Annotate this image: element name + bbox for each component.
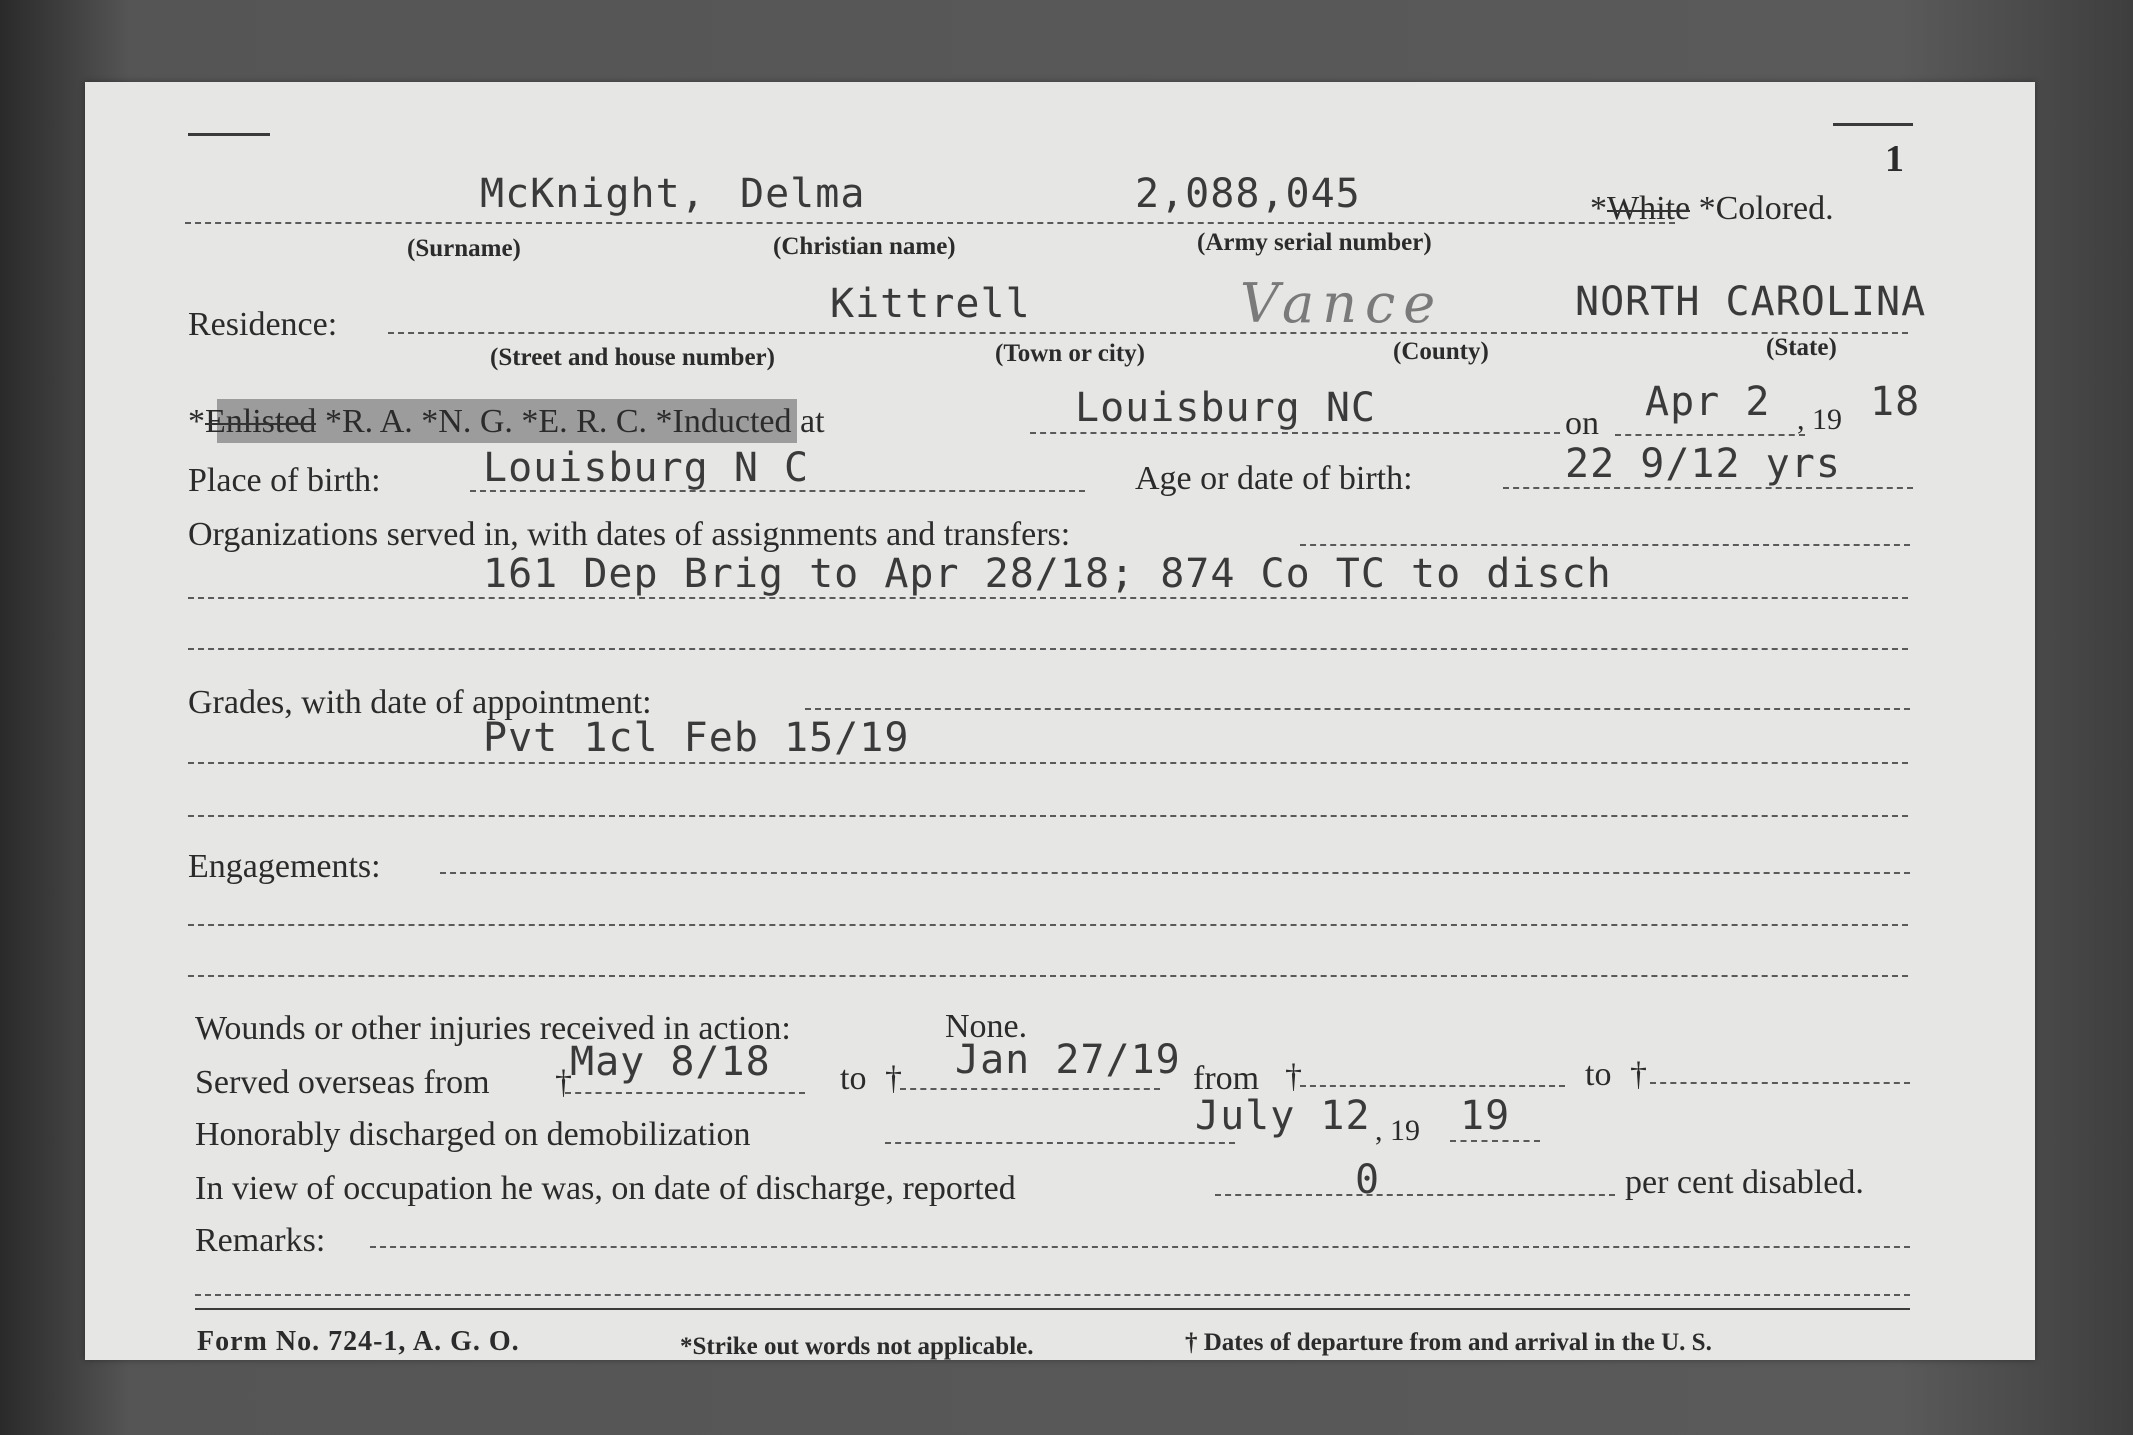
induction-date-line — [1615, 434, 1805, 436]
residence-county-value: Vance — [1240, 272, 1444, 335]
overseas-from-line — [565, 1092, 805, 1094]
army-serial-value: 2,088,045 — [1135, 171, 1361, 217]
overseas-to-label: to — [840, 1060, 867, 1097]
grades-line-1 — [188, 762, 1908, 764]
induction-year-value: 18 — [1870, 379, 1921, 425]
induction-on-label: on — [1565, 405, 1599, 442]
christian-name-value: Delma — [740, 171, 866, 217]
organizations-line-0 — [1300, 544, 1910, 546]
overseas-dagger: † — [1285, 1058, 1302, 1095]
discharge-year-value: 19 — [1460, 1093, 1511, 1139]
disability-label: In view of occupation he was, on date of discharge, reported — [195, 1170, 1016, 1207]
county-caption: (County) — [1393, 338, 1489, 365]
street-caption: (Street and house number) — [490, 344, 775, 371]
star-mark: * — [324, 403, 342, 440]
overseas-dagger: † — [885, 1060, 902, 1097]
overseas-dagger: † — [555, 1064, 572, 1101]
place-of-birth-value: Louisburg N C — [483, 445, 810, 491]
residence-town-value: Kittrell — [830, 281, 1031, 327]
race-white-star: * — [1590, 190, 1607, 227]
remarks-label: Remarks: — [195, 1222, 326, 1259]
residence-label: Residence: — [188, 306, 338, 343]
ra-option: R. A. — [341, 403, 413, 440]
engagements-line-1 — [188, 924, 1908, 926]
discharge-year-prefix: , 19 — [1375, 1114, 1420, 1147]
form-number: Form No. 724-1, A. G. O. — [197, 1326, 520, 1357]
induction-place-value: Louisburg NC — [1075, 385, 1376, 431]
overseas-to-line — [900, 1088, 1160, 1090]
induction-year-prefix: , 19 — [1797, 403, 1842, 436]
remarks-bottom-rule — [195, 1308, 1910, 1310]
top-left-rule — [188, 133, 270, 136]
residence-line — [388, 332, 1908, 334]
erc-option: E. R. C. — [538, 403, 648, 440]
organizations-value: 161 Dep Brig to Apr 28/18; 874 Co TC to disch — [483, 551, 1612, 597]
residence-state-value: NORTH CAROLINA — [1575, 279, 1927, 325]
enlisted-option: Enlisted — [205, 403, 317, 440]
star-mark: * — [521, 403, 539, 440]
grades-line-0 — [805, 708, 1910, 710]
surname-value: McKnight, — [480, 171, 706, 217]
surname-caption: (Surname) — [407, 235, 521, 262]
town-caption: (Town or city) — [995, 340, 1145, 367]
wounds-value: None. — [945, 1008, 1028, 1045]
organizations-line-2 — [188, 648, 1908, 650]
star-mark: * — [188, 403, 205, 440]
race-options — [1590, 192, 1834, 226]
disability-line — [1215, 1194, 1615, 1196]
army-serial-caption: (Army serial number) — [1197, 229, 1432, 256]
overseas-label: Served overseas from — [195, 1064, 490, 1101]
engagements-label: Engagements: — [188, 848, 381, 885]
discharge-year-line — [1450, 1140, 1540, 1142]
induction-place-line — [1030, 432, 1560, 434]
top-right-rule — [1833, 123, 1913, 126]
age-line — [1503, 487, 1913, 489]
wounds-label: Wounds or other injuries received in action: — [195, 1010, 791, 1047]
place-of-birth-label: Place of birth: — [188, 462, 381, 499]
service-record-card — [85, 82, 2035, 1360]
discharge-label: Honorably discharged on demobilization — [195, 1116, 751, 1153]
organizations-label: Organizations served in, with dates of assignments and transfers: — [188, 516, 1071, 553]
race-colored-option: Colored. — [1715, 190, 1834, 227]
organizations-line-1 — [188, 597, 1908, 599]
overseas-to2-line — [1650, 1082, 1910, 1084]
star-mark: * — [421, 403, 439, 440]
star-mark: * — [655, 403, 673, 440]
footer-note-strike: *Strike out words not applicable. — [680, 1333, 1034, 1360]
overseas-to2-label: to — [1585, 1056, 1612, 1093]
discharge-date-value: July 12 — [1195, 1093, 1371, 1139]
grades-label: Grades, with date of appointment: — [188, 684, 652, 721]
overseas-to-value: Jan 27/19 — [955, 1037, 1181, 1083]
place-of-birth-line — [470, 490, 1085, 492]
grades-value: Pvt 1cl Feb 15/19 — [483, 715, 910, 761]
remarks-line-1 — [195, 1294, 1910, 1296]
disability-value: 0 — [1355, 1157, 1381, 1203]
overseas-dagger: † — [1630, 1056, 1647, 1093]
race-white-option: White — [1607, 190, 1691, 227]
induction-date-value: Apr 2 — [1645, 379, 1771, 425]
discharge-line — [885, 1142, 1235, 1144]
grades-line-2 — [188, 815, 1908, 817]
name-line — [185, 222, 1675, 224]
age-value: 22 9/12 yrs — [1565, 441, 1841, 487]
remarks-line-0 — [370, 1246, 1910, 1248]
ng-option: N. G. — [438, 403, 513, 440]
engagements-line-2 — [188, 975, 1908, 977]
state-caption: (State) — [1766, 334, 1837, 361]
age-label: Age or date of birth: — [1135, 460, 1413, 497]
inducted-at-label: Inducted at — [672, 403, 825, 440]
overseas-from2-line — [1300, 1085, 1565, 1087]
enlistment-options — [188, 405, 825, 439]
race-colored-star: * — [1698, 190, 1716, 227]
engagements-line-0 — [440, 872, 1910, 874]
overseas-from-value: May 8/18 — [570, 1039, 771, 1085]
overseas-from2-label: from — [1193, 1060, 1260, 1097]
christian-name-caption: (Christian name) — [773, 233, 956, 260]
footer-note-dates: † Dates of departure from and arrival in the U. S. — [1185, 1329, 1712, 1356]
disability-suffix: per cent disabled. — [1625, 1164, 1864, 1201]
card-number: 1 — [1885, 138, 1904, 180]
